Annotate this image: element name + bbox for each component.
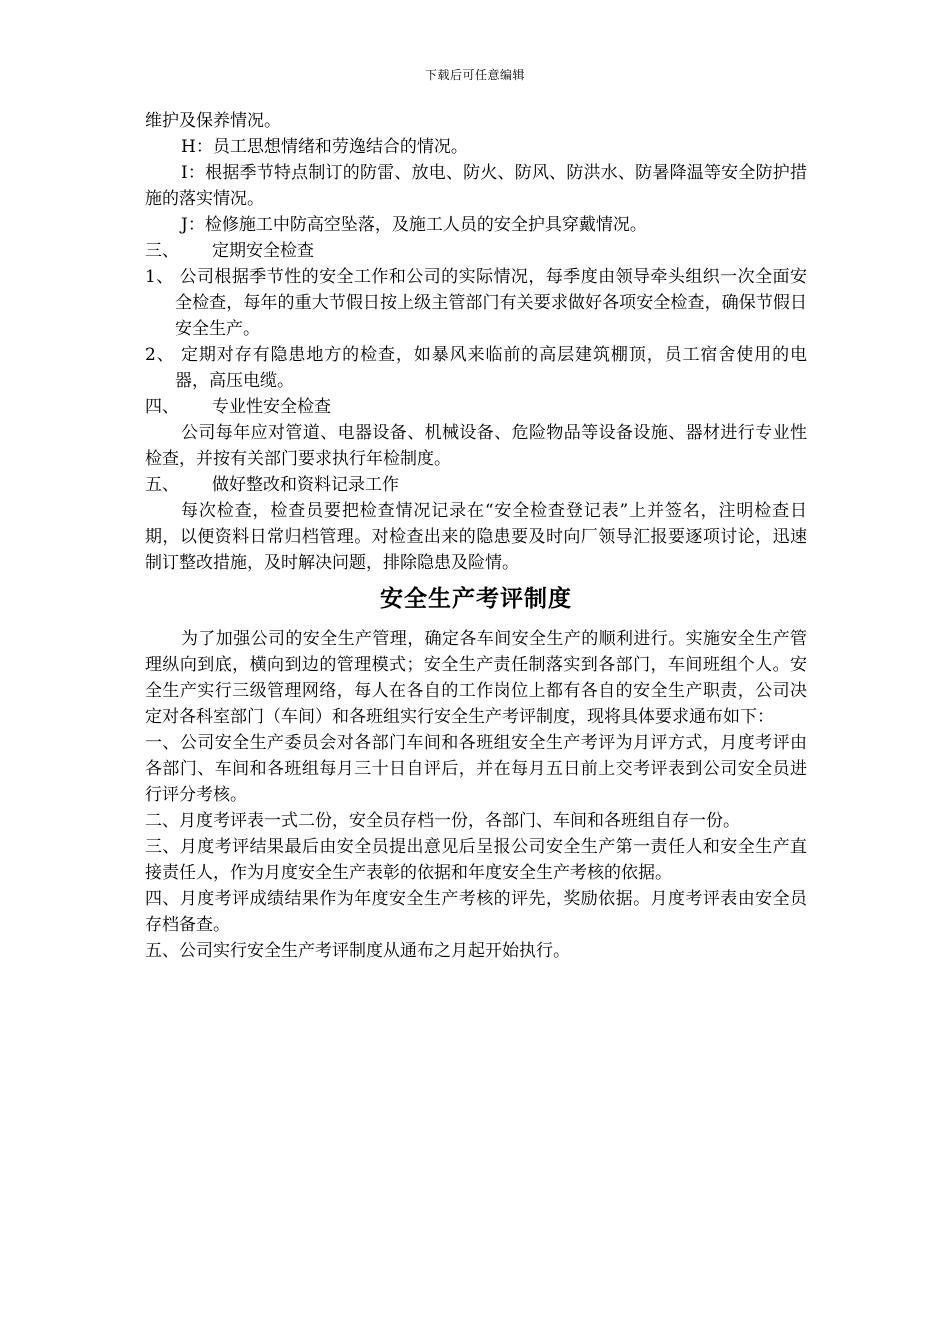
intro-paragraph: 为了加强公司的安全生产管理，确定各车间安全生产的顺利进行。实施安全生产管理纵向到底，横向到边的管理模式；安全生产责任制落实到各部门，车间班组个人。安全生产实行三级管理网络，每人在各自的工作岗位上都有各自的安全生产职责，公司决定对各科室部门（车间）和各班组实行安全生产考评制度，现将具体要求通布如下：: [145, 629, 807, 727]
section-heading-4: [145, 394, 807, 420]
section-number: 四、: [145, 397, 179, 417]
document-title: 安全生产考评制度: [380, 586, 572, 612]
list-item-1: 1、 公司根据季节性的安全工作和公司的实际情况，每季度由领导牵头组织一次全面安全检查，每年的重大节假日按上级主管部门有关要求做好各项安全检查，确保节假日安全生产。: [145, 267, 807, 339]
section-title: 专业性安全检查: [212, 397, 331, 417]
section-5-body: 每次检查，检查员要把检查情况记录在“安全检查登记表”上并签名，注明检查日期，以便资料日常归档管理。对检查出来的隐患要及时向厂领导汇报要逐项讨论，迅速制订整改措施，及时解决问题，排除隐患及险情。: [145, 501, 807, 573]
section-4-body: 公司每年应对管道、电器设备、机械设备、危险物品等设备设施、器材进行专业性检查，并按有关部门要求执行年检制度。: [145, 423, 807, 469]
paragraph-maintenance: 维护及保养情况。: [145, 111, 281, 131]
paragraph-item-i: I：根据季节特点制订的防雷、放电、防火、防风、防洪水、防暑降温等安全防护措施的落实情况。: [145, 163, 807, 209]
rule-item: 二、月度考评表一式二份，安全员存档一份，各部门、车间和各班组自存一份。: [145, 811, 740, 831]
list-item-2: 2、 定期对存有隐患地方的检查，如暴风来临前的高层建筑棚顶，员工宿舍使用的电器，高压电缆。: [145, 345, 807, 391]
rule-item: 三、月度考评结果最后由安全员提出意见后呈报公司安全生产第一责任人和安全生产直接责任人，作为月度安全生产表彰的依据和年度安全生产考核的依据。: [145, 837, 807, 883]
page-header: 下载后可任意编辑: [424, 68, 525, 82]
section-number: 五、: [145, 475, 179, 495]
rule-item: 一、公司安全生产委员会对各部门车间和各班组安全生产考评为月评方式，月度考评由各部门、车间和各班组每月三十日自评后，并在每月五日前上交考评表到公司安全员进行评分考核。: [145, 733, 807, 805]
paragraph-item-j: J：检修施工中防高空坠落，及施工人员的安全护具穿戴情况。: [181, 215, 647, 235]
section-title: 定期安全检查: [212, 241, 314, 261]
rule-item: 四、月度考评成绩结果作为年度安全生产考核的评先，奖励依据。月度考评表由安全员存档备查。: [145, 889, 807, 935]
document-body: [145, 108, 807, 964]
section-heading-5: [145, 472, 807, 498]
paragraph-item-h: H：员工思想情绪和劳逸结合的情况。: [181, 137, 468, 157]
section-title: 做好整改和资料记录工作: [212, 475, 399, 495]
section-heading-3: [145, 238, 807, 264]
rule-item: 五、公司实行安全生产考评制度从通布之月起开始执行。: [145, 941, 570, 961]
section-number: 三、: [145, 241, 179, 261]
